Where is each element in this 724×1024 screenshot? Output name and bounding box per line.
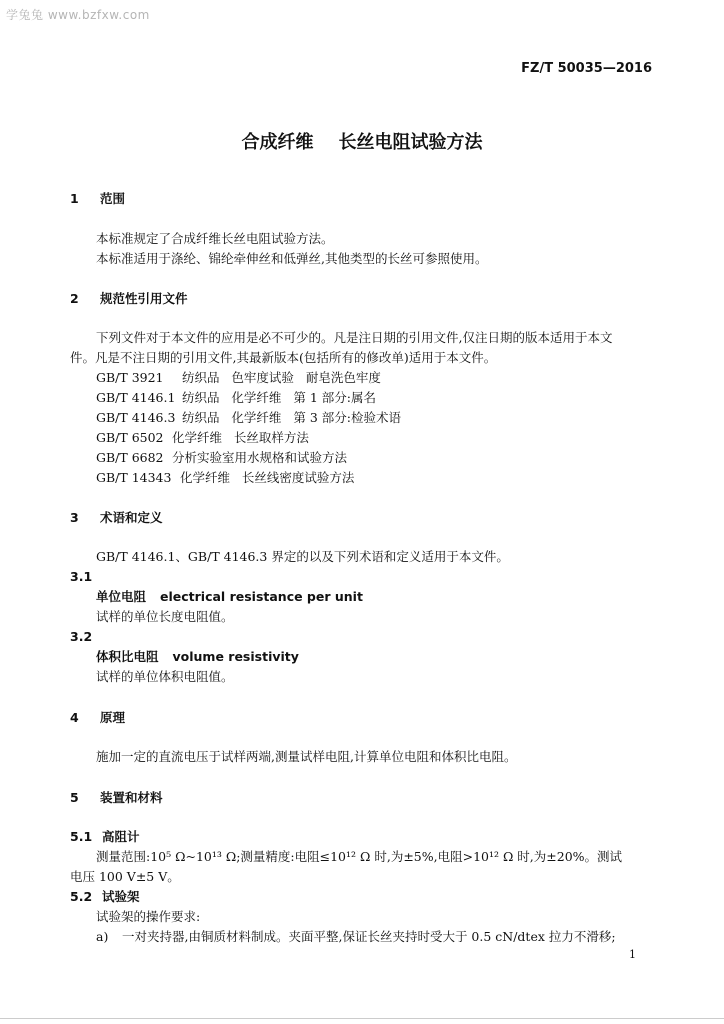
term-definition: 试样的单位体积电阻值。 <box>96 669 234 684</box>
section-number: 2 <box>70 291 79 306</box>
reference-item <box>96 390 376 406</box>
section-number: 1 <box>70 191 79 206</box>
reference-title: 纺织品 化学纤维 第 3 部分:检验术语 <box>182 410 401 425</box>
term-number: 3.1 <box>70 569 93 584</box>
term-en: volume resistivity <box>172 649 299 664</box>
section-number: 5 <box>70 790 79 805</box>
section-title: 装置和材料 <box>100 790 163 805</box>
term-entry <box>96 649 299 665</box>
page-number: 1 <box>629 948 636 961</box>
reference-title: 分析实验室用水规格和试验方法 <box>172 450 348 465</box>
reference-item <box>96 410 401 426</box>
paragraph: 试验架的操作要求: <box>96 909 201 924</box>
reference-item <box>96 450 347 466</box>
reference-item <box>96 430 309 446</box>
section-title: 规范性引用文件 <box>100 291 188 306</box>
section-number: 3 <box>70 510 79 525</box>
list-item <box>96 929 616 945</box>
subsection-number: 5.1 <box>70 829 93 844</box>
section-5-heading <box>70 790 163 806</box>
page-bottom-rule <box>0 1018 724 1019</box>
standard-number: FZ/T 50035—2016 <box>521 61 652 76</box>
watermark: 学兔兔 www.bzfxw.com <box>6 8 150 22</box>
term-definition: 试样的单位长度电阻值。 <box>96 609 234 624</box>
paragraph: 件。凡是不注日期的引用文件,其最新版本(包括所有的修改单)适用于本文件。 <box>70 350 497 365</box>
subsection-5-1-heading <box>70 829 140 845</box>
reference-title: 化学纤维 长丝线密度试验方法 <box>180 470 355 485</box>
section-number: 4 <box>70 710 79 725</box>
reference-code: GB/T 14343 <box>96 470 172 485</box>
subsection-title: 试验架 <box>102 889 140 904</box>
subsection-number: 5.2 <box>70 889 93 904</box>
section-title: 范围 <box>100 191 126 206</box>
term-zh: 体积比电阻 <box>96 649 159 664</box>
term-entry <box>96 589 363 605</box>
section-2-heading <box>70 291 188 307</box>
reference-code: GB/T 6682 <box>96 450 164 465</box>
reference-code: GB/T 6502 <box>96 430 164 445</box>
paragraph: GB/T 4146.1、GB/T 4146.3 界定的以及下列术语和定义适用于本文件。 <box>96 549 509 564</box>
list-item-label: a) <box>96 929 109 944</box>
reference-code: GB/T 4146.3 <box>96 410 176 425</box>
paragraph: 电压 100 V±5 V。 <box>70 869 180 884</box>
paragraph: 本标准规定了合成纤维长丝电阻试验方法。 <box>96 231 334 246</box>
reference-item <box>96 370 381 386</box>
paragraph: 本标准适用于涤纶、锦纶牵伸丝和低弹丝,其他类型的长丝可参照使用。 <box>96 251 488 266</box>
reference-title: 化学纤维 长丝取样方法 <box>172 430 309 445</box>
section-3-heading <box>70 510 163 526</box>
term-number: 3.2 <box>70 629 93 644</box>
document-title: 合成纤维 长丝电阻试验方法 <box>241 132 483 153</box>
subsection-title: 高阻计 <box>102 829 140 844</box>
section-title: 原理 <box>100 710 126 725</box>
reference-title: 纺织品 色牢度试验 耐皂洗色牢度 <box>182 370 381 385</box>
paragraph: 下列文件对于本文件的应用是必不可少的。凡是注日期的引用文件,仅注日期的版本适用于本文 <box>96 330 613 345</box>
subsection-5-2-heading <box>70 889 140 905</box>
term-zh: 单位电阻 <box>96 589 147 604</box>
reference-code: GB/T 4146.1 <box>96 390 176 405</box>
list-item-text: 一对夹持器,由铜质材料制成。夹面平整,保证长丝夹持时受大于 0.5 cN/dtex 拉力不滑移; <box>122 929 616 944</box>
reference-code: GB/T 3921 <box>96 370 164 385</box>
reference-title: 纺织品 化学纤维 第 1 部分:属名 <box>182 390 376 405</box>
paragraph: 测量范围:10⁵ Ω~10¹³ Ω;测量精度:电阻≤10¹² Ω 时,为±5%,电阻>10¹² Ω 时,为±20%。测试 <box>96 849 623 864</box>
term-en: electrical resistance per unit <box>160 589 363 604</box>
section-title: 术语和定义 <box>100 510 163 525</box>
section-4-heading <box>70 710 125 726</box>
section-1-heading <box>70 191 125 207</box>
paragraph: 施加一定的直流电压于试样两端,测量试样电阻,计算单位电阻和体积比电阻。 <box>96 749 517 764</box>
reference-item <box>96 470 354 486</box>
